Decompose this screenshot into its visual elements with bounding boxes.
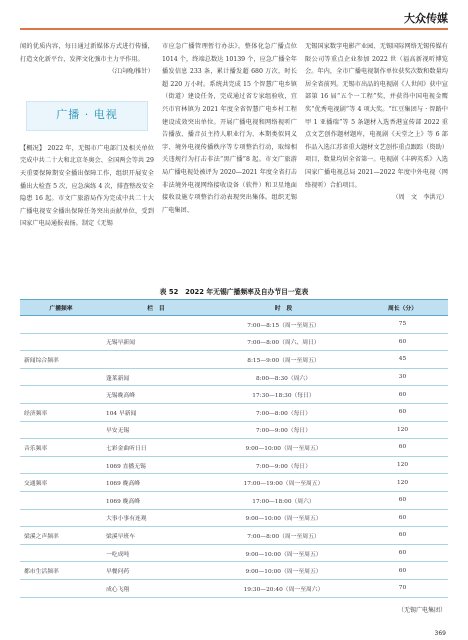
table-cell-time: 8:00—8:30（周六） bbox=[210, 368, 357, 386]
table-cell-freq bbox=[20, 544, 102, 562]
table-cell-time: 7:00—8:00（每日） bbox=[210, 403, 357, 421]
table-cell-time: 7:00—8:00（周六、周日） bbox=[210, 333, 357, 351]
table-cell-freq bbox=[20, 509, 102, 527]
table-cell-dur: 75 bbox=[357, 316, 448, 334]
table-cell-prog: 1069 晚高峰 bbox=[102, 474, 210, 492]
column-header: 周长（分） bbox=[357, 300, 448, 316]
table-row bbox=[20, 527, 448, 545]
table-cell-dur: 60 bbox=[357, 333, 448, 351]
table-cell-dur: 60 bbox=[357, 386, 448, 404]
table-row bbox=[20, 456, 448, 474]
table-row bbox=[20, 439, 448, 457]
table-row bbox=[20, 544, 448, 562]
table-cell-prog: 无锡晚高峰 bbox=[102, 386, 210, 404]
table-cell-freq: 都市生活频率 bbox=[20, 562, 102, 580]
table-cell-freq bbox=[20, 491, 102, 509]
table-cell-freq bbox=[20, 368, 102, 386]
table-cell-freq bbox=[20, 421, 102, 439]
table-cell-time: 7:00—9:00（每日） bbox=[210, 456, 357, 474]
table-cell-prog: 1069 直播无锡 bbox=[102, 456, 210, 474]
table-cell-time: 9:00—10:00（周一至周五） bbox=[210, 562, 357, 580]
table-cell-freq: 新闻综合频率 bbox=[20, 351, 102, 369]
table-row bbox=[20, 421, 448, 439]
table-cell-time: 9:00—10:00（周一至周五） bbox=[210, 439, 357, 457]
table-cell-time: 9:00—10:00（周一至周五） bbox=[210, 544, 357, 562]
text-column-3 bbox=[305, 41, 448, 205]
table-cell-time: 17:30—18:30（每日） bbox=[210, 386, 357, 404]
table-row bbox=[20, 474, 448, 492]
table-header-row bbox=[20, 300, 448, 316]
table-cell-freq: 梁溪之声频率 bbox=[20, 527, 102, 545]
table-cell-dur: 120 bbox=[357, 421, 448, 439]
table-row bbox=[20, 333, 448, 351]
table-cell-dur: 60 bbox=[357, 562, 448, 580]
table-source-note: （无锡广电集团） bbox=[397, 607, 446, 614]
paragraph: 市应急广播管理暂行办法》，整体化急广播点位 1014 个，终端总数达 10139 个，应急广播全年播发信息 233 条，累计播发超 680 万次，时长超 220 万小时。系统共完成 15 个智慧广电乡镇（街道）建设任务，完成通过省专家组验收，宜兴市官林镇为 2021 年度全省智慧广电乡村工程建设成效突出单位。开展广播电视和网络视听广告播放、播音员主持人职业行为、本期类似同义字、境外电视传播秩序等专项整治行动，取缔相关违规行为打击非法“黑广播”8 起。市文广旅游局广播电视处被评为 2020—2021 年度全省打击非法境外电视网络接收设备（软件）和卫星地面接收设施专项整治行动表现突出集体。组织无锡广电集团、 bbox=[162, 43, 297, 214]
table-cell-dur: 60 bbox=[357, 544, 448, 562]
table-row bbox=[20, 368, 448, 386]
table-cell-prog: 七彩金曲听日日 bbox=[102, 439, 210, 457]
table-cell-freq: 经济频率 bbox=[20, 403, 102, 421]
section-heading: 广播 · 电视 bbox=[56, 108, 118, 122]
table-row bbox=[20, 562, 448, 580]
table-cell-time: 7:00—9:00（每日） bbox=[210, 421, 357, 439]
table-cell-dur: 45 bbox=[357, 351, 448, 369]
table-cell-time: 7:00—8:15（周一至周五） bbox=[210, 316, 357, 334]
table-cell-freq bbox=[20, 386, 102, 404]
table-cell-dur: 120 bbox=[357, 456, 448, 474]
table-cell-prog bbox=[102, 316, 210, 334]
table-cell-prog: 早餐问药 bbox=[102, 562, 210, 580]
table-cell-dur: 60 bbox=[357, 527, 448, 545]
page-number: 369 bbox=[434, 630, 446, 637]
table-cell-dur: 60 bbox=[357, 509, 448, 527]
table-cell-dur: 60 bbox=[357, 439, 448, 457]
running-header-title: 大众传媒 bbox=[404, 12, 448, 25]
table-cell-dur: 120 bbox=[357, 474, 448, 492]
table-cell-dur: 30 bbox=[357, 368, 448, 386]
table-cell-freq bbox=[20, 579, 102, 597]
table-cell-dur: 60 bbox=[357, 403, 448, 421]
table-cell-prog: 1069 晚高峰 bbox=[102, 491, 210, 509]
table-cell-prog: 无锡早新闻 bbox=[102, 333, 210, 351]
table-cell-prog: 梁溪早班车 bbox=[102, 527, 210, 545]
header-rule bbox=[20, 28, 448, 30]
column-header: 时 段 bbox=[210, 300, 357, 316]
author-credit: （周 文 李洪元） bbox=[392, 194, 448, 202]
table-cell-time: 17:00—18:00（周六） bbox=[210, 491, 357, 509]
table-cell-dur: 70 bbox=[357, 579, 448, 597]
author-credit: （江向晚/推针） bbox=[108, 68, 154, 76]
table-row bbox=[20, 491, 448, 509]
table-cell-prog bbox=[102, 351, 210, 369]
table-cell-freq bbox=[20, 316, 102, 334]
table-cell-time: 19:30—20:40（周一至周六） bbox=[210, 579, 357, 597]
table-cell-prog: 成心飞翔 bbox=[102, 579, 210, 597]
table-cell-time: 8:15—9:00（周一至周五） bbox=[210, 351, 357, 369]
section-heading-box bbox=[26, 101, 148, 131]
table-cell-time: 7:00—8:00（周一至周五） bbox=[210, 527, 357, 545]
column-header: 广播频率 bbox=[20, 300, 102, 316]
text-column-1 bbox=[20, 41, 154, 231]
paragraph: 闻的优质内容，每日通过新媒体方式进行传播，打造文化新平台，发挥文化強市主力平作用。 bbox=[20, 43, 154, 63]
text-column-2 bbox=[162, 41, 297, 217]
table-cell-freq: 交通频率 bbox=[20, 474, 102, 492]
table-cell-prog: 一吃成吨 bbox=[102, 544, 210, 562]
table-row bbox=[20, 386, 448, 404]
table-row bbox=[20, 579, 448, 597]
table-cell-prog: 大事小事有连观 bbox=[102, 509, 210, 527]
table-row bbox=[20, 351, 448, 369]
table-cell-freq: 音乐频率 bbox=[20, 439, 102, 457]
column-header: 栏 目 bbox=[102, 300, 210, 316]
table-row bbox=[20, 403, 448, 421]
table-row bbox=[20, 509, 448, 527]
table-cell-prog: 早安无锡 bbox=[102, 421, 210, 439]
table-cell-prog: 蓬莱新闻 bbox=[102, 368, 210, 386]
table-cell-dur: 60 bbox=[357, 491, 448, 509]
table-cell-time: 17:00—19:00（周一至周五） bbox=[210, 474, 357, 492]
broadcast-schedule-table bbox=[20, 299, 448, 598]
table-cell-freq bbox=[20, 333, 102, 351]
paragraph: 【概况】 2022 年，无锡市广电部门及相关单位完成中共二十大和北京冬奥会、全国两会等共 29 天重要保障期安全播出保障工作，组织开展安全播出大检查 5 次，应急演练 4 次，排查整改安全隐患 16 起。市文广旅游局作为完成中共二十大广播电视安全播出保障任务突出贡献单位，受到国家广电局通报表扬。制定《无锡 bbox=[20, 144, 154, 228]
table-cell-prog: 104 早新闻 bbox=[102, 403, 210, 421]
paragraph: 无锡国家数字电影产业园、无锡国际网络无锡传媒有限公司等重点企业参加 2022 世（福高新视听博览会。年内，全市广播电视制作单位获奖次数和数量均居全省前列。无锡市出品的电视剧《人世间》获中宣部第 16 届“五个一工程”奖，并获得中国电视金鹰奖“优秀电视剧”等 4 项大奖。“红豆集团与 · 智路中甲 1 亚播瑞”等 5 条题材入选香港宣传部 2022 重点文艺创作题材题库，电视剧《天堂之上》等 6 部作品入选江苏省重大题材文艺创作重点跟踪（资助）项目，数量均居全省第一。电视剧《丰碑英系》入选国家广播电视总局 2021—2022 年度中外电视（网络视听）合拍项目。 bbox=[305, 43, 448, 189]
table-title: 表 52 2022 年无锡广播频率及自办节目一览表 bbox=[159, 288, 309, 296]
table-cell-freq bbox=[20, 456, 102, 474]
table-row bbox=[20, 316, 448, 334]
table-cell-time: 9:00—10:00（周一至周五） bbox=[210, 509, 357, 527]
